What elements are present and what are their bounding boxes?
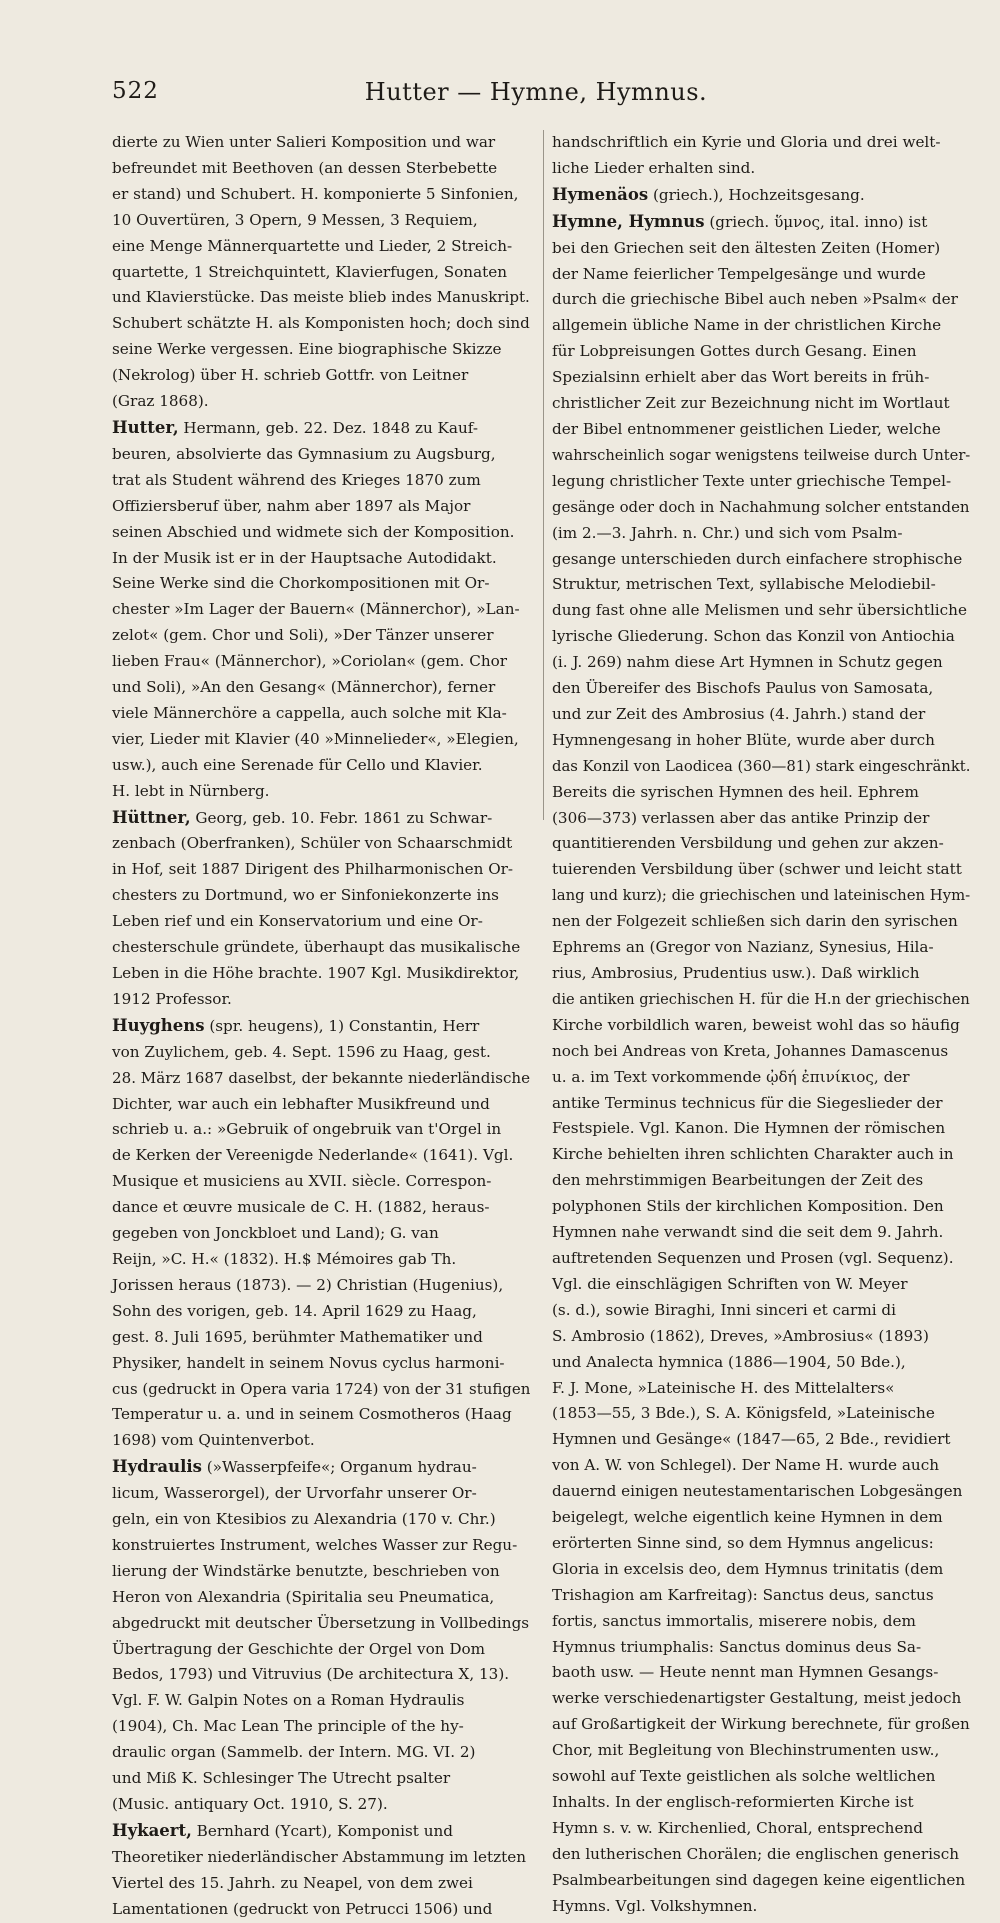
entry-line (552, 1790, 970, 1816)
entry-line-text: christlicher Zeit zur Bezeichnung nicht im Wortlaut (552, 394, 950, 413)
entry-line (112, 156, 530, 182)
entry-line-text: Hermann, geb. 22. Dez. 1848 zu Kauf- (178, 418, 478, 437)
entry-line-text: lierung der Windstärke benutzte, beschrieben von (112, 1561, 500, 1580)
entry-line-text: Kirche vorbildlich waren, beweist wohl das so häufig (552, 1015, 960, 1034)
entry-line (552, 1738, 970, 1764)
entry-line (112, 337, 530, 363)
entry-line-text: und Miß K. Schlesinger The Utrecht psalter (112, 1769, 451, 1788)
dictionary-entry-huettner (112, 805, 530, 1013)
entry-line (552, 754, 971, 780)
entry-line (552, 495, 970, 521)
entry-line-text: gesange unterschieden durch einfachere strophische (552, 549, 963, 568)
entry-line-text: vier, Lieder mit Klavier (40 »Minnelieder«, »Elegien, (112, 729, 519, 748)
entry-line (112, 1299, 530, 1325)
entry-line-text: Reijn, »C. H.« (1832). H.$ Mémoires gab Th. (112, 1249, 457, 1268)
entry-line-text: konstruiertes Instrument, welches Wasser zur Regu- (112, 1535, 518, 1554)
entry-line-text: die antiken griechischen H. für die H.n der griechischen (552, 989, 970, 1008)
dictionary-entry-hykaert (112, 1818, 530, 1923)
entry-line-text: Hymns. Vgl. Volkshymnen. (552, 1896, 758, 1915)
entry-line-text: baoth usw. — Heute nennt man Hymnen Gesangs- (552, 1663, 939, 1682)
entry-line-text: fortis, sanctus immortalis, miserere nobis, dem (552, 1611, 916, 1630)
entry-line (112, 701, 530, 727)
entry-line (112, 1247, 530, 1273)
entry-line (552, 1220, 970, 1246)
entry-headword: Huyghens (112, 1015, 205, 1035)
entry-line (112, 883, 530, 909)
entry-line (112, 935, 530, 961)
entry-line (112, 571, 530, 597)
entry-line-text: Hymnen und Gesänge« (1847—65, 2 Bde., revidiert (552, 1430, 951, 1449)
entry-line (552, 391, 970, 417)
entry-line (112, 285, 530, 311)
entry-line (552, 1427, 970, 1453)
entry-line-text: Viertel des 15. Jahrh. zu Neapel, von dem zwei (112, 1873, 473, 1892)
entry-line (552, 1842, 970, 1868)
entry-line (552, 443, 971, 469)
entry-line-text: 28. März 1687 daselbst, der bekannte niederländische (112, 1068, 531, 1087)
entry-line (552, 1686, 970, 1712)
entry-line (112, 1533, 530, 1559)
entry-line-text: Vgl. die einschlägigen Schriften von W. Meyer (552, 1274, 908, 1293)
entry-line (552, 1324, 970, 1350)
entry-line (552, 650, 970, 676)
entry-line (112, 623, 530, 649)
entry-line (552, 521, 970, 547)
entry-line-text: Bedos, 1793) und Vitruvius (De architectura X, 13). (112, 1665, 510, 1684)
entry-line-text: lyrische Gliederung. Schon das Konzil von Antiochia (552, 627, 955, 646)
entry-line (112, 1845, 530, 1871)
entry-line-text: Festspiele. Vgl. Kanon. Die Hymnen der römischen (552, 1119, 946, 1138)
entry-line-text: gegeben von Jonckbloet und Land); G. van (112, 1224, 439, 1243)
entry-line-text: gesänge oder doch in Nachahmung solcher entstanden (552, 497, 970, 516)
entry-line-text: für Lobpreisungen Gottes durch Gesang. Einen (552, 342, 917, 361)
entry-line-text: Hymnus triumphalis: Sanctus dominus deus Sa- (552, 1637, 922, 1656)
entry-headword: Hydraulis (112, 1457, 202, 1477)
entry-line-text: von Zuylichem, geb. 4. Sept. 1596 zu Haag, gest. (112, 1042, 491, 1061)
entry-line-text: noch bei Andreas von Kreta, Johannes Damascenus (552, 1041, 949, 1060)
entry-line (112, 494, 530, 520)
entry-line-text: Bereits die syrischen Hymnen des heil. Ephrem (552, 782, 919, 801)
entry-line (112, 597, 530, 623)
entry-line (552, 1091, 970, 1117)
entry-line (112, 520, 530, 546)
entry-line-text: Musique et musiciens au XVII. siècle. Correspon- (112, 1172, 492, 1191)
entry-line (552, 987, 970, 1013)
entry-line (112, 415, 530, 442)
dictionary-entry-hymne (552, 209, 970, 1920)
entry-line-text: handschriftlich ein Kyrie und Gloria und drei welt- (552, 133, 941, 151)
entry-line-text: de Kerken der Vereenigde Nederlande« (1641). Vgl. (112, 1146, 514, 1165)
page-number: 522 (112, 78, 159, 104)
entry-line (112, 961, 530, 987)
entry-line (552, 676, 970, 702)
entry-line (112, 1611, 530, 1637)
entry-line-text: Vgl. F. W. Galpin Notes on a Roman Hydraulis (112, 1691, 465, 1710)
entry-line (552, 262, 970, 288)
entry-line-text: chester »Im Lager der Bauern« (Männerchor), »Lan- (112, 600, 520, 619)
column-divider (543, 130, 544, 820)
entry-line (552, 156, 970, 182)
entry-line (552, 1479, 970, 1505)
entry-line (552, 1350, 970, 1376)
entry-line (112, 831, 530, 857)
entry-line (112, 1092, 530, 1118)
entry-line (552, 961, 970, 987)
entry-line-text: Kirche behielten ihren schlichten Charakter auch in (552, 1145, 954, 1164)
dictionary-entry-hutter-hermann (112, 415, 530, 805)
entry-line (112, 260, 530, 286)
entry-line (112, 363, 530, 389)
left-column (112, 130, 530, 1923)
entry-line (552, 728, 970, 754)
running-head (112, 78, 960, 118)
entry-line-text: Bernhard (Ycart), Komponist und (191, 1821, 453, 1840)
entry-line-text: auf Großartigkeit der Wirkung berechnete, für großen (552, 1715, 970, 1734)
entry-line-text: (Music. antiquary Oct. 1910, S. 27). (112, 1795, 388, 1813)
entry-line (112, 130, 530, 156)
entry-line (552, 883, 971, 909)
entry-line-text: viele Männerchöre a cappella, auch solche mit Kla- (112, 703, 507, 722)
entry-line (112, 1066, 531, 1092)
entry-line-text: (spr. heugens), 1) Constantin, Herr (204, 1016, 480, 1035)
entry-line-text: S. Ambrosio (1862), Dreves, »Ambrosius« (1893) (552, 1326, 929, 1345)
entry-line (552, 857, 970, 883)
entry-line-text: Theoretiker niederländischer Abstammung im letzten (112, 1847, 527, 1866)
entry-line (112, 1351, 530, 1377)
entry-line (552, 806, 970, 832)
dictionary-entry-huyghens (112, 1013, 530, 1454)
entry-headword: Hymne, Hymnus (552, 211, 705, 231)
entry-line (552, 935, 970, 961)
entry-line (112, 1117, 530, 1143)
entry-line-text: F. J. Mone, »Lateinische H. des Mittelalters« (552, 1378, 895, 1397)
entry-line (112, 234, 530, 260)
entry-line-text: Leben rief und ein Konservatorium und eine Or- (112, 912, 483, 931)
entry-line-text: und Klavierstücke. Das meiste blieb indes Manuskript. (112, 288, 530, 307)
entry-line (112, 311, 530, 337)
entry-headword: Hymenäos (552, 184, 649, 204)
entry-line-text: Struktur, metrischen Text, syllabische Melodiebil- (552, 575, 936, 594)
entry-line-text: abgedruckt mit deutscher Übersetzung in Vollbedings (112, 1613, 530, 1632)
entry-line (552, 1635, 970, 1661)
entry-line-text: Lamentationen (gedruckt von Petrucci 1506) und (112, 1899, 493, 1918)
entry-line-text: usw.), auch eine Serenade für Cello und Klavier. (112, 755, 483, 774)
entry-line (112, 1169, 530, 1195)
entry-line (552, 1660, 970, 1686)
entry-line (552, 209, 970, 236)
entry-line (552, 831, 970, 857)
entry-line-text: lang und kurz); die griechischen und lateinischen Hym- (552, 886, 971, 905)
entry-line-text: Offiziersberuf über, nahm aber 1897 als Major (112, 496, 471, 515)
entry-line (112, 1714, 530, 1740)
entry-line-text: 10 Ouvertüren, 3 Opern, 9 Messen, 3 Requiem, (112, 210, 478, 229)
entry-line-text: Übertragung der Geschichte der Orgel von Dom (112, 1639, 486, 1658)
entry-line-text: In der Musik ist er in der Hauptsache Autodidakt. (112, 548, 497, 567)
entry-line-text: Heron von Alexandria (Spiritalia seu Pneumatica, (112, 1587, 495, 1606)
entry-line-text: polyphonen Stils der kirchlichen Komposition. Den (552, 1197, 944, 1216)
entry-line (112, 1662, 530, 1688)
entry-line (552, 1764, 970, 1790)
entry-line (112, 1481, 530, 1507)
entry-line-text: schrieb u. a.: »Gebruik of ongebruik van t'Orgel in (112, 1120, 502, 1139)
dictionary-entry-hykaert-cont (552, 130, 970, 182)
entry-line-text: trat als Student während des Krieges 1870 zum (112, 470, 481, 489)
entry-line-text: rius, Ambrosius, Prudentius usw.). Daß wirklich (552, 964, 920, 982)
entry-line-text: Jorissen heraus (1873). — 2) Christian (Hugenius), (112, 1275, 504, 1294)
entry-line-text: Psalmbearbeitungen sind dagegen keine eigentlichen (552, 1870, 966, 1889)
entry-line-text: Georg, geb. 10. Febr. 1861 zu Schwar- (190, 808, 493, 827)
right-column (552, 130, 970, 1923)
entry-line (112, 1221, 530, 1247)
entry-line-text: in Hof, seit 1887 Dirigent des Philharmonischen Or- (112, 860, 514, 879)
entry-line-text: chesterschule gründete, überhaupt das musikalische (112, 938, 521, 957)
entry-line (112, 987, 530, 1013)
entry-line-text: zelot« (gem. Chor und Soli), »Der Tänzer unserer (112, 626, 494, 645)
entry-line-text: der Name feierlicher Tempelgesänge und wurde (552, 264, 926, 283)
entry-line (552, 1505, 970, 1531)
entry-line-text: quartette, 1 Streichquintett, Klavierfugen, Sonaten (112, 262, 507, 281)
entry-line (112, 857, 530, 883)
entry-headword: Hykaert, (112, 1820, 192, 1840)
entry-line-text: (306—373) verlassen aber das antike Prinzip der (552, 808, 930, 827)
entry-line (112, 1818, 530, 1845)
entry-line-text: beigelegt, welche eigentlich keine Hymnen in dem (552, 1508, 943, 1527)
entry-line (552, 236, 970, 262)
entry-line (112, 1195, 530, 1221)
entry-line-text: Ephrems an (Gregor von Nazianz, Synesius, Hila- (552, 938, 934, 957)
entry-line (112, 468, 530, 494)
entry-line-text: quantitierenden Versbildung und gehen zur akzen- (552, 834, 944, 853)
entry-line-text: bei den Griechen seit den ältesten Zeiten (Homer) (552, 238, 941, 257)
entry-line (552, 469, 970, 495)
entry-line-text: auftretenden Sequenzen und Prosen (vgl. Sequenz). (552, 1248, 954, 1267)
entry-line (112, 208, 530, 234)
entry-line-text: legung christlicher Texte unter griechische Tempel- (552, 471, 952, 490)
entry-line-text: Physiker, handelt in seinem Novus cyclus harmoni- (112, 1353, 505, 1372)
entry-line-text: u. a. im Text vorkommende ᾠδή ἐπινίκιος, der (552, 1067, 910, 1086)
entry-line-text: dauernd einigen neutestamentarischen Lobgesängen (552, 1482, 963, 1501)
entry-line (112, 1507, 530, 1533)
entry-line-text: dung fast ohne alle Melismen und sehr übersichtliche (552, 601, 967, 620)
entry-line-text: (1904), Ch. Mac Lean The principle of the hy- (112, 1717, 464, 1736)
entry-line (112, 1402, 530, 1428)
dictionary-entry-hydraulis (112, 1454, 530, 1818)
entry-line (552, 130, 970, 156)
entry-line (552, 702, 970, 728)
entry-line (552, 624, 970, 650)
entry-line (112, 1013, 530, 1040)
entry-line (112, 1040, 530, 1066)
entry-line-text: Inhalts. In der englisch-reformierten Kirche ist (552, 1793, 914, 1811)
entry-line-text: liche Lieder erhalten sind. (552, 158, 756, 177)
entry-line-text: 1912 Professor. (112, 989, 232, 1008)
entry-line-text: den Übereifer des Bischofs Paulus von Samosata, (552, 679, 934, 698)
entry-line-text: und zur Zeit des Ambrosius (4. Jahrh.) stand der (552, 704, 926, 723)
entry-line-text: seinen Abschied und widmete sich der Komposition. (112, 522, 515, 541)
entry-line (552, 1712, 968, 1738)
entry-line (552, 1142, 970, 1168)
entry-line (112, 182, 530, 208)
entry-line (552, 780, 970, 806)
entry-line (552, 1816, 970, 1842)
entry-line-text: erörterten Sinne sind, so dem Hymnus angelicus: (552, 1533, 934, 1552)
dictionary-entry-hymenaeos (552, 182, 970, 209)
entry-line-text: der Bibel entnommener geistlichen Lieder, welche (552, 419, 941, 438)
entry-line (112, 1792, 530, 1818)
entry-line-text: Sohn des vorigen, geb. 14. April 1629 zu Haag, (112, 1301, 477, 1320)
entry-line-text: zenbach (Oberfranken), Schüler von Schaarschmidt (112, 834, 513, 853)
entry-line (112, 1325, 530, 1351)
entry-line-text: er stand) und Schubert. H. komponierte 5 Sinfonien, (112, 184, 519, 203)
entry-line-text: das Konzil von Laodicea (360—81) stark eingeschränkt. (552, 756, 971, 775)
entry-line (552, 1609, 970, 1635)
entry-line-text: Leben in die Höhe brachte. 1907 Kgl. Musikdirektor, (112, 964, 520, 982)
entry-line (552, 1531, 970, 1557)
entry-line-text: (s. d.), sowie Biraghi, Inni sinceri et carmi di (552, 1300, 896, 1319)
entry-line (552, 1039, 970, 1065)
entry-line (552, 1376, 970, 1402)
entry-line-text: Chor, mit Begleitung von Blechinstrumenten usw., (552, 1741, 940, 1760)
entry-line-text: und Soli), »An den Gesang« (Männerchor), ferner (112, 678, 496, 697)
entry-line-text: nen der Folgezeit schließen sich darin den syrischen (552, 912, 958, 931)
entry-line-text: 1698) vom Quintenverbot. (112, 1431, 315, 1450)
entry-line-text: (»Wasserpfeife«; Organum hydrau- (201, 1458, 477, 1477)
entry-line (552, 598, 970, 624)
entry-line-text: durch die griechische Bibel auch neben »Psalm« der (552, 290, 958, 309)
entry-line-text: den lutherischen Chorälen; die englischen generisch (552, 1844, 960, 1863)
entry-line (112, 805, 530, 832)
running-title: Hutter — Hymne, Hymnus. (364, 78, 708, 106)
entry-line (112, 1897, 530, 1923)
entry-line (552, 909, 970, 935)
entry-line-text: (Graz 1868). (112, 392, 209, 411)
entry-line (552, 339, 970, 365)
entry-line (112, 1559, 530, 1585)
entry-line (112, 1766, 530, 1792)
entry-line (552, 1401, 970, 1427)
entry-line-text: (Nekrolog) über H. schrieb Gottfr. von Leitner (112, 366, 469, 385)
entry-line (112, 1454, 530, 1481)
entry-line (112, 1637, 530, 1663)
entry-line (112, 753, 530, 779)
entry-line (552, 1246, 970, 1272)
entry-line-text: (1853—55, 3 Bde.), S. A. Königsfeld, »Lateinische (552, 1404, 935, 1423)
entry-line-text: und Analecta hymnica (1886—1904, 50 Bde.), (552, 1352, 906, 1371)
entry-headword: Hutter, (112, 417, 179, 437)
entry-line (552, 1894, 970, 1920)
entry-line (112, 1740, 530, 1766)
entry-line (552, 1583, 970, 1609)
entry-line (552, 1272, 970, 1298)
entry-line-text: dance et œuvre musicale de C. H. (1882, heraus- (112, 1198, 490, 1217)
entry-line (552, 365, 970, 391)
entry-line-text: Schubert schätzte H. als Komponisten hoch; doch sind (112, 314, 530, 333)
entry-line-text: geln, ein von Ktesibios zu Alexandria (170 v. Chr.) (112, 1510, 496, 1529)
entry-line (552, 547, 970, 573)
dictionary-entry-hutter-cont (112, 130, 530, 415)
entry-line-text: (i. J. 269) nahm diese Art Hymnen in Schutz gegen (552, 653, 943, 672)
entry-line-text: gest. 8. Juli 1695, berühmter Mathematiker und (112, 1327, 483, 1346)
entry-line (112, 442, 530, 468)
entry-line-text: cus (gedruckt in Opera varia 1724) von der 31 stufigen (112, 1379, 531, 1398)
entry-line-text: Gloria in excelsis deo, dem Hymnus trinitatis (dem (552, 1559, 944, 1578)
entry-line-text: von A. W. von Schlegel). Der Name H. wurde auch (552, 1456, 939, 1475)
entry-line-text: Hymnen nahe verwandt sind die seit dem 9. Jahrh. (552, 1223, 944, 1242)
entry-line-text: dierte zu Wien unter Salieri Komposition und war (112, 133, 496, 151)
entry-line (552, 1065, 970, 1091)
entry-line-text: werke verschiedenartigster Gestaltung, meist jedoch (552, 1689, 962, 1708)
entry-line (552, 287, 970, 313)
entry-line (552, 182, 970, 209)
entry-line-text: (griech.), Hochzeitsgesang. (648, 185, 865, 204)
entry-line (552, 1453, 970, 1479)
entry-line (112, 1428, 530, 1454)
entry-line (112, 389, 530, 415)
entry-line-text: Trishagion am Karfreitag): Sanctus deus, sanctus (552, 1585, 934, 1604)
entry-line (112, 649, 530, 675)
entry-line (112, 546, 530, 572)
entry-line-text: licum, Wasserorgel), der Urvorfahr unserer Or- (112, 1484, 477, 1503)
entry-line-text: den mehrstimmigen Bearbeitungen der Zeit des (552, 1171, 924, 1190)
entry-line (112, 1143, 530, 1169)
entry-line-text: draulic organ (Sammelb. der Intern. MG. VI. 2) (112, 1743, 476, 1762)
entry-line (552, 1194, 970, 1220)
entry-line-text: sowohl auf Texte geistlichen als solche weltlichen (552, 1767, 936, 1786)
entry-line (112, 1688, 530, 1714)
entry-line-text: tuierenden Versbildung über (schwer und leicht statt (552, 860, 962, 879)
entry-line (112, 1273, 530, 1299)
entry-line (552, 572, 970, 598)
entry-line-text: chesters zu Dortmund, wo er Sinfoniekonzerte ins (112, 886, 499, 905)
entry-line-text: allgemein übliche Name in der christlichen Kirche (552, 316, 942, 335)
entry-line-text: beuren, absolvierte das Gymnasium zu Augsburg, (112, 444, 496, 463)
entry-line-text: lieben Frau« (Männerchor), »Coriolan« (gem. Chor (112, 652, 508, 671)
entry-line-text: seine Werke vergessen. Eine biographische Skizze (112, 340, 502, 359)
entry-line-text: wahrscheinlich sogar wenigstens teilweise durch Unter- (552, 445, 971, 464)
entry-line (552, 1868, 970, 1894)
entry-line-text: H. lebt in Nürnberg. (112, 781, 270, 800)
entry-line-text: Spezialsinn erhielt aber das Wort bereits in früh- (552, 368, 930, 387)
entry-line (112, 779, 530, 805)
text-columns (112, 130, 970, 1923)
entry-line (552, 313, 970, 339)
entry-line-text: Dichter, war auch ein lebhafter Musikfreund und (112, 1094, 490, 1113)
entry-line (112, 909, 530, 935)
entry-line (112, 1377, 531, 1403)
entry-line-text: eine Menge Männerquartette und Lieder, 2 Streich- (112, 236, 513, 255)
entry-line-text: Hymnengesang in hoher Blüte, wurde aber durch (552, 730, 935, 749)
entry-headword: Hüttner, (112, 807, 191, 827)
entry-line (552, 1298, 970, 1324)
entry-line (552, 1013, 970, 1039)
entry-line-text: Hymn s. v. w. Kirchenlied, Choral, entsprechend (552, 1818, 923, 1837)
entry-line (552, 1168, 970, 1194)
entry-line (112, 1585, 530, 1611)
entry-line-text: Seine Werke sind die Chorkompositionen mit Or- (112, 574, 490, 593)
entry-line (552, 417, 970, 443)
entry-line-text: (im 2.—3. Jahrh. n. Chr.) und sich vom Psalm- (552, 523, 903, 542)
entry-line-text: (griech. ὕμνος, ital. inno) ist (704, 212, 928, 231)
entry-line-text: befreundet mit Beethoven (an dessen Sterbebette (112, 158, 498, 177)
entry-line-text: Temperatur u. a. und in seinem Cosmotheros (Haag (112, 1405, 512, 1424)
entry-line (112, 1871, 530, 1897)
entry-line-text: antike Terminus technicus für die Siegeslieder der (552, 1093, 943, 1112)
entry-line (552, 1557, 970, 1583)
entry-line (112, 727, 530, 753)
entry-line (552, 1116, 970, 1142)
entry-line (112, 675, 530, 701)
